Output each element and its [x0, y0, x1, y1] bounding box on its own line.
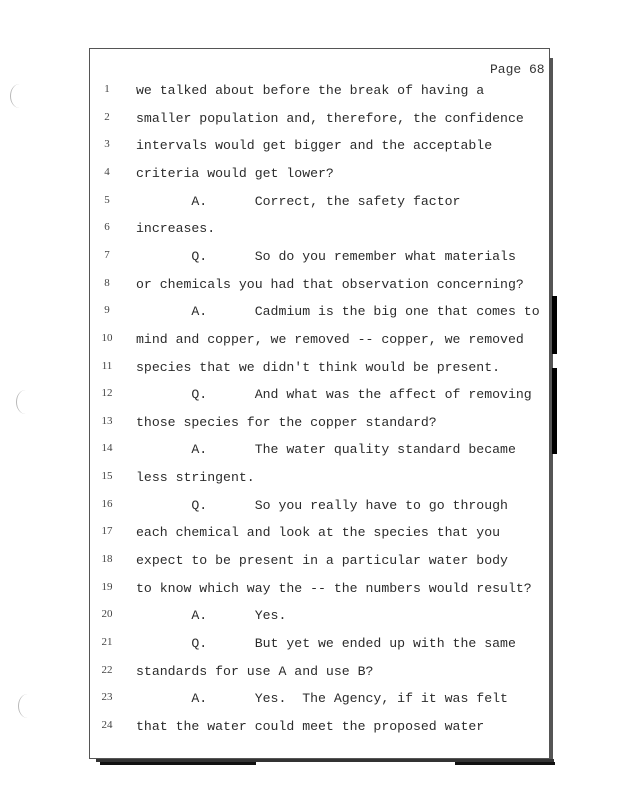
transcript-line	[96, 332, 546, 352]
transcript-line	[96, 277, 546, 297]
line-text: those species for the copper standard?	[136, 414, 437, 430]
punch-hole-middle	[16, 390, 35, 414]
line-text: Q. But yet we ended up with the same	[136, 636, 516, 651]
line-text: expect to be present in a particular water body	[136, 553, 508, 568]
transcript-line	[96, 608, 546, 628]
line-number: 17	[101, 525, 113, 538]
line-text: to know which way the -- the numbers would result?	[136, 580, 532, 596]
line-text: or chemicals you had that observation concerning?	[136, 276, 524, 292]
line-number: 16	[101, 497, 113, 510]
transcript-line	[96, 719, 546, 739]
line-text: A. Yes.	[136, 608, 287, 624]
line-text: intervals would get bigger and the acceptable	[136, 138, 493, 154]
line-number: 8	[104, 276, 110, 289]
transcript-line	[96, 498, 546, 518]
transcript-line	[96, 664, 546, 684]
line-text: each chemical and look at the species that you	[136, 525, 501, 541]
transcript-line	[96, 636, 546, 656]
line-text: that the water could meet the proposed water	[136, 718, 485, 734]
line-text: A. Cadmium is the big one that comes to	[136, 304, 540, 320]
transcript-line	[96, 221, 546, 241]
line-text: Q. So do you remember what materials	[136, 248, 516, 264]
line-number: 14	[101, 442, 113, 455]
transcript-line	[96, 360, 546, 380]
transcript-line	[96, 470, 546, 490]
line-number: 9	[104, 304, 110, 317]
line-number: 10	[101, 331, 113, 344]
transcript-line	[96, 138, 546, 158]
line-number: 15	[101, 470, 113, 483]
transcript-line	[96, 553, 546, 573]
line-number: 13	[101, 414, 113, 427]
line-text: Q. So you really have to go through	[136, 497, 508, 513]
line-number: 20	[101, 608, 113, 621]
line-number: 21	[101, 636, 113, 648]
line-text: A. Yes. The Agency, if it was felt	[136, 691, 508, 707]
line-text: criteria would get lower?	[136, 165, 334, 181]
transcript-line	[96, 525, 546, 545]
transcript-line	[96, 387, 546, 407]
line-text: smaller population and, therefore, the confidence	[136, 110, 524, 126]
transcript-line	[96, 83, 546, 103]
line-number: 18	[101, 553, 113, 565]
scan-edge-bar-right-lower	[552, 368, 557, 454]
transcript-line	[96, 581, 546, 601]
transcript-line	[96, 249, 546, 269]
page-number: Page 68	[490, 62, 545, 77]
line-text: standards for use A and use B?	[136, 663, 374, 679]
line-text: we talked about before the break of having a	[136, 83, 485, 98]
line-number: 19	[101, 580, 113, 593]
line-number: 2	[104, 110, 110, 123]
line-text: species that we didn't think would be present.	[136, 359, 501, 375]
line-number: 11	[101, 359, 113, 372]
transcript-line	[96, 166, 546, 186]
line-number: 7	[104, 248, 110, 261]
transcript-line	[96, 111, 546, 131]
line-number: 12	[101, 387, 113, 400]
line-text: mind and copper, we removed -- copper, we removed	[136, 331, 524, 347]
line-text: Q. And what was the affect of removing	[136, 387, 532, 403]
line-number: 4	[104, 165, 110, 178]
line-text: increases.	[136, 221, 216, 237]
line-number: 5	[104, 193, 110, 206]
punch-hole-top	[10, 84, 29, 108]
punch-hole-bottom	[18, 694, 37, 718]
transcript-line	[96, 415, 546, 435]
line-number: 6	[104, 221, 110, 234]
line-number: 23	[101, 691, 113, 704]
line-text: less stringent.	[136, 470, 255, 486]
transcript-line	[96, 304, 546, 324]
transcript-line	[96, 194, 546, 214]
transcript-line	[96, 691, 546, 711]
line-number: 24	[101, 718, 113, 731]
scan-edge-bar-bottom-right	[455, 762, 555, 765]
scan-edge-bar-right-upper	[552, 296, 557, 354]
line-number: 1	[104, 83, 110, 95]
line-text: A. Correct, the safety factor	[136, 193, 461, 209]
line-text: A. The water quality standard became	[136, 442, 516, 458]
line-number: 3	[104, 138, 110, 151]
scan-edge-bar-bottom-left	[100, 762, 256, 765]
transcript-line	[96, 442, 546, 462]
line-number: 22	[101, 663, 113, 676]
